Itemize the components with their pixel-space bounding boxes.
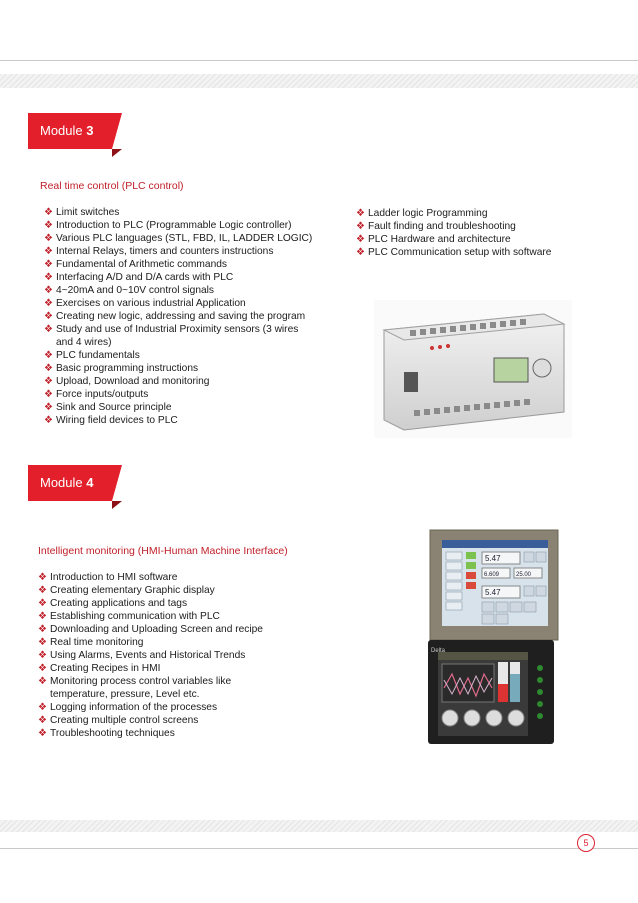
- bullet-icon: ❖: [44, 350, 53, 361]
- list-item: [44, 310, 344, 323]
- bullet-icon: ❖: [38, 676, 47, 687]
- hmi-value-3: 6.609: [484, 572, 500, 578]
- bullet-icon: ❖: [44, 207, 53, 218]
- list-item: [44, 297, 344, 310]
- list-item-text: Creating Recipes in HMI: [50, 663, 161, 674]
- bullet-icon: ❖: [44, 311, 53, 322]
- bullet-icon: ❖: [38, 650, 47, 661]
- list-item-text: Creating applications and tags: [50, 598, 188, 609]
- hmi-panel-image: [428, 528, 566, 748]
- list-item-text: Limit switches: [56, 207, 120, 218]
- list-item-text: Using Alarms, Events and Historical Trends: [50, 650, 246, 661]
- list-item: [44, 258, 344, 271]
- page-number: 5: [577, 834, 595, 852]
- module-3-right-list: [356, 207, 616, 259]
- list-item-text: Force inputs/outputs: [56, 389, 149, 400]
- bullet-icon: ❖: [38, 598, 47, 609]
- bullet-icon: ❖: [38, 715, 47, 726]
- bullet-icon: ❖: [44, 220, 53, 231]
- list-item-text: Sink and Source principle: [56, 402, 172, 413]
- bullet-icon: ❖: [44, 363, 53, 374]
- bullet-icon: ❖: [44, 233, 53, 244]
- bullet-icon: ❖: [44, 402, 53, 413]
- list-item-text: Monitoring process control variables like: [50, 676, 232, 687]
- list-item: [44, 336, 344, 349]
- bullet-icon: ❖: [38, 728, 47, 739]
- list-item-text: Troubleshooting techniques: [50, 728, 175, 739]
- list-item: [44, 284, 344, 297]
- bullet-icon: ❖: [44, 376, 53, 387]
- hmi-value-2: 5.47: [485, 588, 501, 597]
- bullet-icon: ❖: [356, 221, 365, 232]
- module-3-tab: [28, 113, 112, 149]
- list-item-text: Real time monitoring: [50, 637, 144, 648]
- list-item: [38, 623, 338, 636]
- bullet-icon: ❖: [44, 324, 53, 335]
- list-item: [38, 688, 338, 701]
- list-item: [44, 349, 344, 362]
- header-rule: [0, 60, 638, 61]
- module-3-left-list: [44, 206, 344, 427]
- hmi-value-4: 25.00: [516, 572, 532, 578]
- list-item: [38, 636, 338, 649]
- list-item-text: Various PLC languages (STL, FBD, IL, LADDER LOGIC): [56, 233, 313, 244]
- list-item-text: PLC Communication setup with software: [368, 247, 552, 258]
- list-item: [356, 220, 616, 233]
- bullet-icon: ❖: [38, 702, 47, 713]
- list-item: [44, 271, 344, 284]
- list-item: [38, 727, 338, 740]
- list-item-text: Establishing communication with PLC: [50, 611, 220, 622]
- list-item-text: Interfacing A/D and D/A cards with PLC: [56, 272, 234, 283]
- bullet-icon: ❖: [38, 585, 47, 596]
- list-item-text: Introduction to HMI software: [50, 572, 178, 583]
- list-item-text: Ladder logic Programming: [368, 208, 488, 219]
- list-item: [356, 207, 616, 220]
- list-item-text: PLC Hardware and architecture: [368, 234, 511, 245]
- list-item-text: Downloading and Uploading Screen and recipe: [50, 624, 263, 635]
- list-item: [38, 610, 338, 623]
- list-item-text: Internal Relays, timers and counters instructions: [56, 246, 274, 257]
- list-item-text: Creating multiple control screens: [50, 715, 199, 726]
- list-item: [44, 245, 344, 258]
- bullet-icon: ❖: [38, 663, 47, 674]
- bullet-icon: ❖: [356, 208, 365, 219]
- module-4-tab-prefix: Module: [40, 475, 87, 490]
- list-item: [44, 414, 344, 427]
- list-item: [38, 584, 338, 597]
- list-item-text: Introduction to PLC (Programmable Logic controller): [56, 220, 292, 231]
- list-item: [356, 233, 616, 246]
- list-item-text: Study and use of Industrial Proximity sensors (3 wires: [56, 324, 299, 335]
- footer-rule: [0, 848, 638, 849]
- list-item: [38, 675, 338, 688]
- bullet-icon: ❖: [38, 624, 47, 635]
- list-item: [44, 219, 344, 232]
- list-item-text: Fundamental of Arithmetic commands: [56, 259, 227, 270]
- list-item-text: and 4 wires): [56, 337, 112, 348]
- list-item: [356, 246, 616, 259]
- module-4-subtitle: Intelligent monitoring (HMI-Human Machine Interface): [38, 545, 288, 557]
- bullet-icon: ❖: [38, 572, 47, 583]
- list-item-text: Basic programming instructions: [56, 363, 199, 374]
- module-3-tab-number: 3: [86, 123, 94, 138]
- list-item-text: Wiring field devices to PLC: [56, 415, 178, 426]
- bullet-icon: ❖: [356, 234, 365, 245]
- bullet-icon: ❖: [44, 259, 53, 270]
- list-item: [44, 388, 344, 401]
- bullet-icon: ❖: [44, 246, 53, 257]
- module-4-list: [38, 571, 338, 740]
- list-item-text: Upload, Download and monitoring: [56, 376, 210, 387]
- list-item-text: 4~20mA and 0~10V control signals: [56, 285, 215, 296]
- list-item: [44, 232, 344, 245]
- list-item: [38, 662, 338, 675]
- plc-controller-image: [374, 300, 572, 438]
- list-item-text: Creating elementary Graphic display: [50, 585, 215, 596]
- hmi-brand: Delta: [431, 648, 446, 654]
- list-item-text: Fault finding and troubleshooting: [368, 221, 516, 232]
- list-item: [38, 597, 338, 610]
- bullet-icon: ❖: [356, 247, 365, 258]
- bullet-icon: ❖: [44, 415, 53, 426]
- list-item-text: Logging information of the processes: [50, 702, 218, 713]
- list-item: [38, 571, 338, 584]
- module-3-tab-prefix: Module: [40, 123, 87, 138]
- list-item: [38, 714, 338, 727]
- header-band: [0, 74, 638, 88]
- module-4-tab-number: 4: [86, 475, 94, 490]
- list-item-text: temperature, pressure, Level etc.: [50, 689, 200, 700]
- hmi-value-1: 5.47: [485, 554, 501, 563]
- module-4-tab: [28, 465, 112, 501]
- footer-band: [0, 820, 638, 832]
- bullet-icon: ❖: [44, 298, 53, 309]
- list-item: [44, 362, 344, 375]
- bullet-icon: ❖: [38, 611, 47, 622]
- list-item-text: Exercises on various industrial Application: [56, 298, 246, 309]
- list-item-text: Creating new logic, addressing and saving the program: [56, 311, 306, 322]
- list-item: [44, 375, 344, 388]
- list-item: [44, 323, 344, 336]
- list-item: [38, 649, 338, 662]
- list-item: [44, 206, 344, 219]
- bullet-icon: ❖: [38, 637, 47, 648]
- bullet-icon: ❖: [44, 272, 53, 283]
- module-3-subtitle: Real time control (PLC control): [40, 180, 184, 192]
- list-item: [44, 401, 344, 414]
- bullet-icon: ❖: [44, 389, 53, 400]
- bullet-icon: ❖: [44, 285, 53, 296]
- list-item: [38, 701, 338, 714]
- list-item-text: PLC fundamentals: [56, 350, 140, 361]
